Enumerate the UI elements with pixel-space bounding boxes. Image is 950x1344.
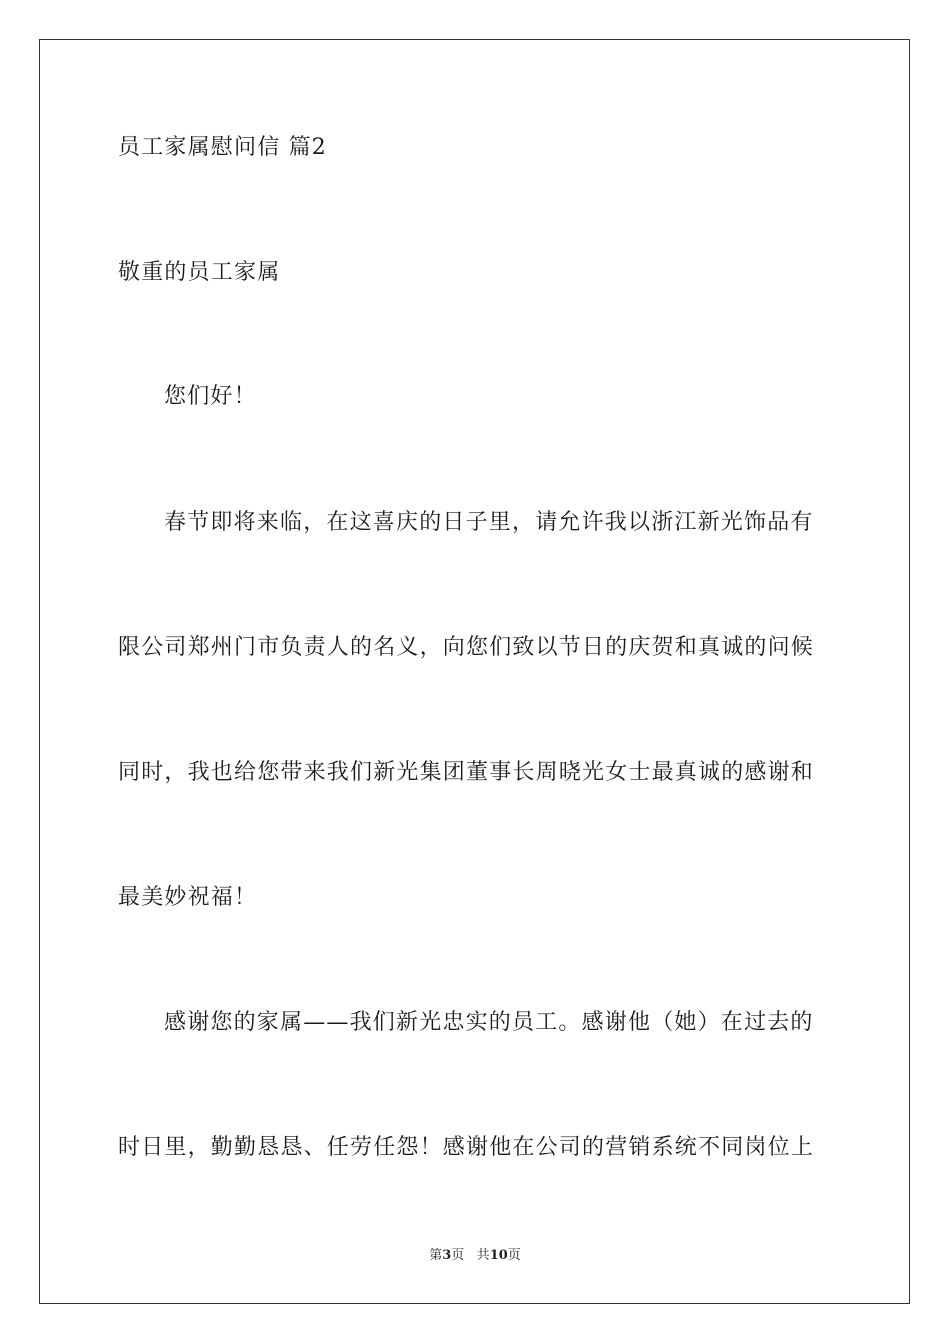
salutation: 敬重的员工家属 — [118, 260, 281, 285]
page-frame — [39, 39, 910, 1304]
section-title: 员工家属慰问信 篇2 — [118, 135, 327, 160]
page-suffix: 页 — [451, 1248, 465, 1263]
body-line-1: 春节即将来临，在这喜庆的日子里，请允许我以浙江新光饰品有 — [164, 510, 814, 535]
total-pages: 10 — [489, 1248, 508, 1263]
body-line-6: 时日里，勤勤恳恳、任劳任怨！感谢他在公司的营销系统不同岗位上 — [118, 1135, 815, 1160]
total-suffix: 页 — [507, 1248, 521, 1263]
page-prefix: 第 — [429, 1248, 443, 1263]
page-footer — [0, 1247, 950, 1265]
body-line-2: 限公司郑州门市负责人的名义，向您们致以节日的庆贺和真诚的问候 — [118, 635, 815, 660]
greeting: 您们好！ — [164, 384, 257, 409]
body-line-4: 最美妙祝福！ — [118, 885, 258, 910]
page-number: 3 — [442, 1248, 452, 1263]
body-line-5: 感谢您的家属——我们新光忠实的员工。感谢他（她）在过去的 — [164, 1010, 814, 1035]
total-prefix: 共 — [476, 1248, 490, 1263]
body-line-3: 同时，我也给您带来我们新光集团董事长周晓光女士最真诚的感谢和 — [118, 760, 815, 785]
